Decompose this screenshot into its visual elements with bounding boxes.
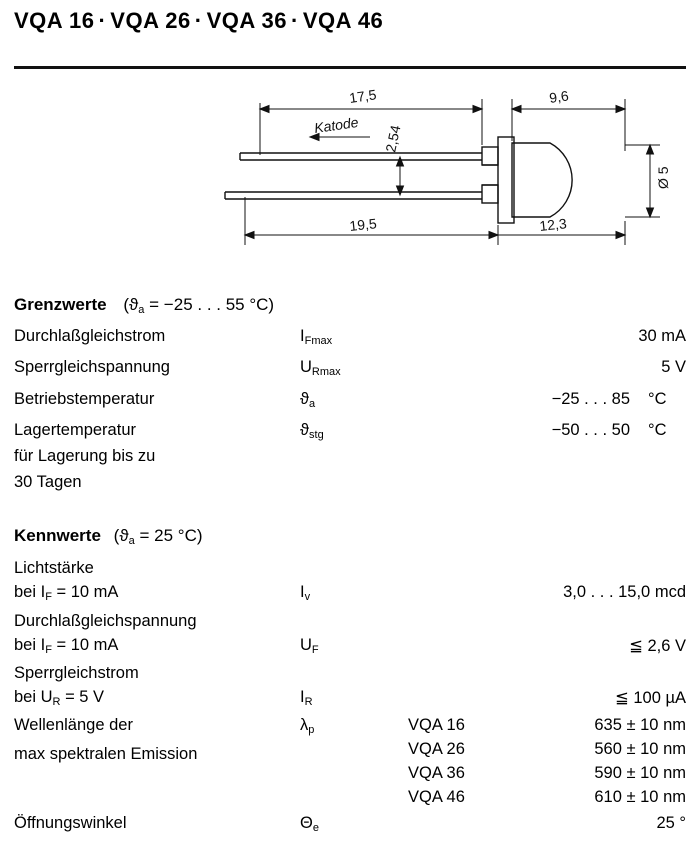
limit-row-value-2: −25 . . . 85 <box>551 390 630 408</box>
title-separator-1: · <box>98 8 107 33</box>
char-row-label-0-line-1: bei IF = 10 mA <box>14 583 119 603</box>
char-row-label-2-line-1: bei UR = 5 V <box>14 688 105 708</box>
wavelength-label-line-0: Wellenlänge der <box>14 716 133 734</box>
char-row-label-2-line-0: Sperrgleichstrom <box>14 664 139 682</box>
limits-note-line-0: für Lagerung bis zu <box>14 447 156 465</box>
angle-symbol: Θe <box>300 814 319 834</box>
dim-pitch: 2,54 <box>382 123 404 154</box>
char-row-symbol-1: UF <box>300 636 319 656</box>
char-row-symbol-0: Iv <box>300 583 311 603</box>
wavelength-type-0: VQA 16 <box>408 716 465 734</box>
title-part-3: VQA 36 <box>206 8 288 33</box>
limit-row-symbol-3: ϑstg <box>300 421 324 441</box>
section-heading-limits <box>14 295 274 316</box>
dim-body-length: 12,3 <box>538 215 568 234</box>
limit-row-value-1: 5 V <box>661 358 686 376</box>
title-part-1: VQA 16 <box>14 8 95 33</box>
title-separator-2: · <box>194 8 203 33</box>
title-part-2: VQA 26 <box>110 8 191 33</box>
wavelength-symbol: λp <box>300 716 315 736</box>
dim-top-length: 17,5 <box>348 86 378 106</box>
limit-row-label-0: Durchlaßgleichstrom <box>14 327 166 345</box>
char-row-symbol-2: IR <box>300 688 313 708</box>
char-row-label-0-line-0: Lichtstärke <box>14 559 94 577</box>
wavelength-value-0: 635 ± 10 nm <box>594 716 686 734</box>
char-row-label-1-line-1: bei IF = 10 mA <box>14 636 119 656</box>
wavelength-value-2: 590 ± 10 nm <box>594 764 686 782</box>
char-row-label-1-line-0: Durchlaßgleichspannung <box>14 612 197 630</box>
limit-row-symbol-2: ϑa <box>300 390 316 410</box>
wavelength-type-2: VQA 36 <box>408 764 465 782</box>
limits-condition: (ϑa = −25 . . . 55 °C) <box>123 295 275 316</box>
title-separator-3: · <box>291 8 299 33</box>
page-title <box>14 8 383 34</box>
limit-row-label-1: Sperrgleichspannung <box>14 358 170 376</box>
angle-value: 25 ° <box>656 814 686 832</box>
limit-row-label-3: Lagertemperatur <box>14 421 136 439</box>
wavelength-value-1: 560 ± 10 nm <box>594 740 686 758</box>
wavelength-type-1: VQA 26 <box>408 740 465 758</box>
title-divider <box>14 66 686 69</box>
limit-row-label-2: Betriebstemperatur <box>14 390 155 408</box>
wavelength-value-3: 610 ± 10 nm <box>594 788 686 806</box>
section-heading-characteristics <box>14 526 203 547</box>
limit-row-symbol-0: IFmax <box>300 327 333 347</box>
dim-diameter: Ø 5 <box>655 166 671 189</box>
char-row-value-1: ≦ 2,6 V <box>629 637 686 655</box>
label-katode: Katode <box>313 113 360 136</box>
characteristics-heading-text: Kennwerte <box>14 526 101 545</box>
limit-row-value-0: 30 mA <box>638 327 686 345</box>
limits-heading-text: Grenzwerte <box>14 295 107 314</box>
angle-label: Öffnungswinkel <box>14 814 127 832</box>
wavelength-label-line-1: max spektralen Emission <box>14 745 198 763</box>
limit-row-unit-3: °C <box>648 421 667 439</box>
led-outline-drawing <box>220 85 680 260</box>
title-part-4: VQA 46 <box>302 8 384 33</box>
limit-row-value-3: −50 . . . 50 <box>551 421 630 439</box>
limit-row-unit-2: °C <box>648 390 667 408</box>
wavelength-type-3: VQA 46 <box>408 788 465 806</box>
limit-row-symbol-1: URmax <box>300 358 341 378</box>
dim-bottom-length: 19,5 <box>348 215 378 234</box>
dim-head-length: 9,6 <box>548 87 570 106</box>
limits-note-line-1: 30 Tagen <box>14 473 82 491</box>
characteristics-condition: (ϑa = 25 °C) <box>113 526 203 547</box>
char-row-value-0: 3,0 . . . 15,0 mcd <box>563 583 686 601</box>
char-row-value-2: ≦ 100 µA <box>614 689 686 707</box>
